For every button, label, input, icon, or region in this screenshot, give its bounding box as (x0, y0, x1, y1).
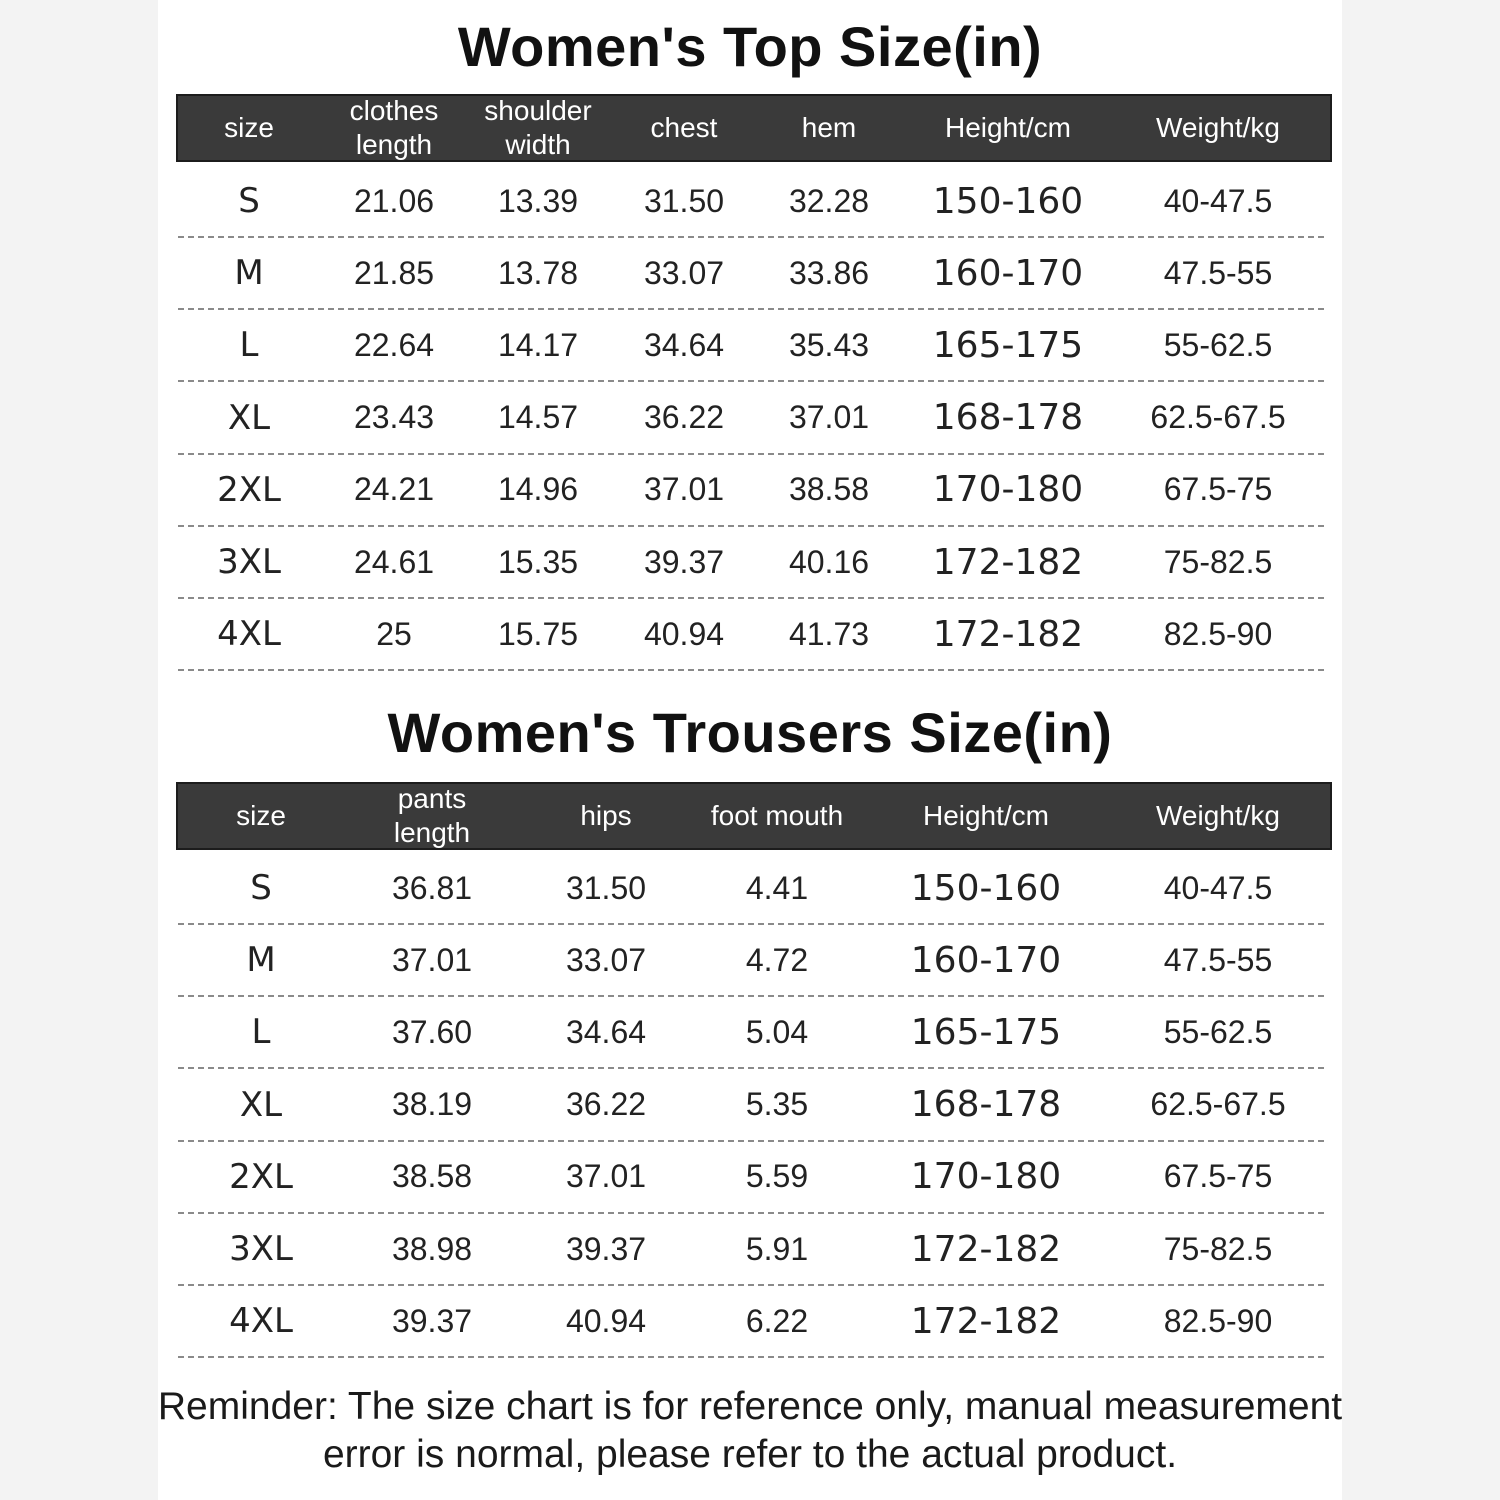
trousers-table-cell: 38.98 (391, 1230, 473, 1267)
top-table-cell: 14.17 (497, 326, 579, 363)
trousers-table-cell: 34.64 (565, 1013, 647, 1050)
top-table-cell: 47.5-55 (1163, 254, 1273, 291)
top-table-cell: 14.57 (497, 399, 579, 436)
top-table-cell: 35.43 (788, 326, 870, 363)
top-table-row (178, 599, 1324, 671)
trousers-table-cell: 39.37 (391, 1302, 473, 1339)
trousers-table-cell: 82.5-90 (1163, 1302, 1273, 1339)
top-table-cell: 31.50 (643, 182, 725, 219)
top-header-cell: Weight/kg (1156, 112, 1280, 143)
top-table-cell: 3XL (217, 542, 281, 582)
top-table-cell: 33.07 (643, 254, 725, 291)
trousers-table-row (178, 1214, 1324, 1286)
top-table-cell: XL (227, 397, 271, 438)
trousers-table-cell: 2XL (229, 1156, 293, 1197)
top-table-row (178, 166, 1324, 238)
top-table-cell: 150-160 (932, 180, 1084, 222)
trousers-header-cell: hips (580, 800, 632, 831)
trousers-table-cell: 38.19 (391, 1086, 473, 1123)
top-table-cell: 15.35 (497, 543, 579, 580)
trousers-table-cell: 37.01 (565, 1158, 647, 1195)
trousers-table-cell: 5.04 (745, 1013, 809, 1050)
top-header-cell: Height/cm (944, 112, 1072, 143)
top-header-cell: clothes length (349, 95, 439, 160)
top-table-cell: 14.96 (497, 471, 579, 508)
trousers-table-cell: 4.72 (745, 941, 809, 978)
top-table-cell: L (239, 325, 259, 366)
top-table-cell: S (238, 181, 260, 221)
trousers-table-row (178, 853, 1324, 925)
top-table-cell: 172-182 (932, 541, 1084, 583)
top-table-cell: 21.06 (353, 182, 435, 219)
trousers-header-cell: pants length (393, 783, 471, 848)
trousers-table-cell: 5.35 (745, 1086, 809, 1123)
top-table-cell: 40-47.5 (1163, 182, 1273, 219)
trousers-table-cell: 3XL (229, 1229, 293, 1269)
top-table-cell: 55-62.5 (1163, 326, 1273, 363)
trousers-table-cell: 36.81 (391, 869, 473, 906)
top-table-row (178, 527, 1324, 599)
top-table-cell: 67.5-75 (1163, 471, 1273, 508)
trousers-table-cell: 160-170 (910, 939, 1062, 981)
trousers-table-cell: 33.07 (565, 941, 647, 978)
trousers-header-cell: size (236, 800, 286, 831)
top-header-cell: hem (801, 112, 857, 143)
top-header-cell: shoulder width (484, 95, 592, 160)
top-table-cell: 32.28 (788, 182, 870, 219)
trousers-table-cell: 62.5-67.5 (1150, 1086, 1286, 1123)
top-table-row (178, 310, 1324, 382)
trousers-header-cell: Weight/kg (1156, 800, 1280, 831)
trousers-table-cell: 37.60 (391, 1013, 473, 1050)
top-table-cell: 36.22 (643, 399, 725, 436)
top-table-cell: 62.5-67.5 (1150, 399, 1286, 436)
top-table-header (176, 94, 1332, 162)
top-table-cell: 13.78 (497, 254, 579, 291)
trousers-table-row (178, 1286, 1324, 1358)
trousers-table-cell: 38.58 (391, 1158, 473, 1195)
top-table-cell: 25 (376, 615, 412, 652)
trousers-table-cell: 47.5-55 (1163, 941, 1273, 978)
top-header-cell: chest (650, 112, 718, 143)
trousers-table-cell: 5.91 (745, 1230, 809, 1267)
trousers-table-cell: 67.5-75 (1163, 1158, 1273, 1195)
trousers-table-cell: 150-160 (910, 867, 1062, 909)
top-size-title: Women's Top Size(in) (457, 15, 1043, 78)
top-table-cell: 82.5-90 (1163, 615, 1273, 652)
top-table-cell: 21.85 (353, 254, 435, 291)
top-table-cell: 22.64 (353, 326, 435, 363)
top-table-cell: 24.61 (353, 543, 435, 580)
trousers-table-cell: 165-175 (910, 1011, 1062, 1053)
trousers-table-row (178, 925, 1324, 997)
top-table-cell: 34.64 (643, 326, 725, 363)
top-table-cell: 37.01 (643, 471, 725, 508)
trousers-table-row (178, 997, 1324, 1069)
trousers-table-row (178, 1070, 1324, 1142)
trousers-table-cell: 170-180 (910, 1156, 1062, 1198)
top-table-cell: 38.58 (788, 471, 870, 508)
top-table-cell: 75-82.5 (1163, 543, 1273, 580)
trousers-table-cell: 31.50 (565, 869, 647, 906)
trousers-table-cell: 4XL (229, 1301, 293, 1342)
trousers-table-cell: 168-178 (910, 1084, 1062, 1126)
top-table-cell: 2XL (217, 469, 281, 510)
top-table-cell: 24.21 (353, 471, 435, 508)
top-table-row (178, 383, 1324, 455)
trousers-table-cell: S (250, 868, 272, 908)
top-table-cell: 33.86 (788, 254, 870, 291)
trousers-table-cell: 37.01 (391, 941, 473, 978)
top-table-cell: 170-180 (932, 469, 1084, 511)
top-table-cell: 40.16 (788, 543, 870, 580)
trousers-table-row (178, 1142, 1324, 1214)
trousers-table-cell: 172-182 (910, 1300, 1062, 1342)
trousers-table-cell: 75-82.5 (1163, 1230, 1273, 1267)
top-table-cell: 4XL (217, 614, 281, 655)
trousers-table-cell: L (251, 1012, 271, 1053)
top-table-cell: 39.37 (643, 543, 725, 580)
top-table-cell: M (234, 253, 264, 294)
reminder-note (0, 1383, 1500, 1479)
top-table-cell: 15.75 (497, 615, 579, 652)
trousers-header-cell: foot mouth (710, 800, 844, 831)
trousers-table-header (176, 782, 1332, 850)
trousers-table-cell: 36.22 (565, 1086, 647, 1123)
top-table-cell: 41.73 (788, 615, 870, 652)
trousers-table-cell: 4.41 (745, 869, 809, 906)
trousers-table-cell: 39.37 (565, 1230, 647, 1267)
trousers-table-cell: 40.94 (565, 1302, 647, 1339)
top-table-cell: 40.94 (643, 615, 725, 652)
top-table-row (178, 455, 1324, 527)
top-table-row (178, 238, 1324, 310)
trousers-table-cell: 172-182 (910, 1228, 1062, 1270)
top-table-cell: 168-178 (932, 397, 1084, 439)
trousers-table-cell: 55-62.5 (1163, 1013, 1273, 1050)
top-header-cell: size (224, 112, 274, 143)
top-table-cell: 37.01 (788, 399, 870, 436)
trousers-header-cell: Height/cm (922, 800, 1050, 831)
top-table-cell: 13.39 (497, 182, 579, 219)
top-table-cell: 160-170 (932, 252, 1084, 294)
reminder-line-2: error is normal, please refer to the actual product. (322, 1433, 1178, 1476)
trousers-table-cell: 40-47.5 (1163, 869, 1273, 906)
trousers-size-title: Women's Trousers Size(in) (387, 701, 1113, 764)
trousers-table-cell: 5.59 (745, 1158, 809, 1195)
top-table-cell: 165-175 (932, 324, 1084, 366)
top-table-cell: 23.43 (353, 399, 435, 436)
reminder-line-1: Reminder: The size chart is for reference only, manual measurement (157, 1385, 1343, 1428)
trousers-table-cell: XL (239, 1084, 283, 1125)
top-table-cell: 172-182 (932, 613, 1084, 655)
trousers-table-cell: 6.22 (745, 1302, 809, 1339)
trousers-table-cell: M (246, 940, 276, 981)
